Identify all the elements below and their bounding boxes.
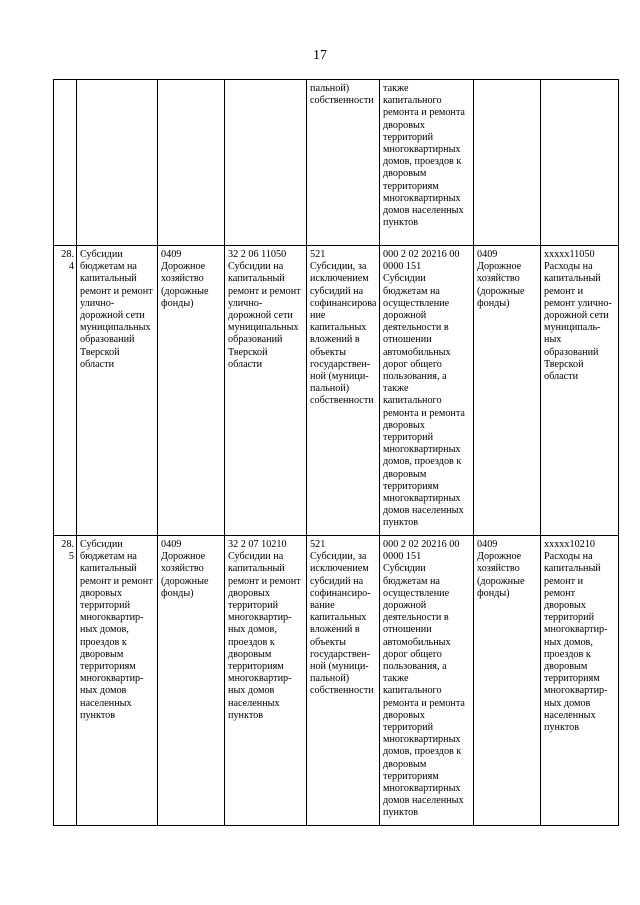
table-row-continuation xyxy=(54,80,619,246)
table-cell-name: Субсидии бюджетам на капитальный ремонт и ремонт улично- дорожной сети муниципальных образований Тверской области xyxy=(77,246,158,536)
table-cell-revenue-code: 000 2 02 20216 00 0000 151 Субсидии бюджетам на осуществление дорожной деятельности в отношении автомобильных дорог общего пользования, а также капитального ремонта и ремонта дворовых территорий многоквартирных домов, проездов к дворовым территориям многоквартирных домов населенных пунктов xyxy=(380,246,474,536)
table-row xyxy=(54,246,619,536)
table-cell-revenue-code: также капитального ремонта и ремонта дворовых территорий многоквартирных домов, проездов к дворовым территориям многоквартирных домов населенных пунктов xyxy=(380,80,474,246)
table-cell-expense-type: пальной) собственности xyxy=(307,80,380,246)
table-cell-number xyxy=(54,80,77,246)
table-cell-expense-code xyxy=(541,80,619,246)
table-cell-section: 0409 Дорожное хозяйство (дорожные фонды) xyxy=(158,246,225,536)
table-cell-expense-code: ххххх11050 Расходы на капитальный ремонт и ремонт улично- дорожной сети муниципаль- ных образований Тверской области xyxy=(541,246,619,536)
row-number: 28.5 xyxy=(54,536,77,826)
table-cell-section: 0409 Дорожное хозяйство (дорожные фонды) xyxy=(158,536,225,826)
table-cell-revenue-code: 000 2 02 20216 00 0000 151 Субсидии бюджетам на осуществление дорожной деятельности в отношении автомобильных дорог общего пользования, а также капитального ремонта и ремонта дворовых территорий многоквартирных домов, проездов к дворовым территориям многоквартирных домов населенных пунктов xyxy=(380,536,474,826)
table-cell-name xyxy=(77,80,158,246)
table-cell-expense-type: 521 Субсидии, за исключением субсидий на софинансиро- вание капитальных вложений в объекты государствен- ной (муници- пальной) собственности xyxy=(307,536,380,826)
row-number: 28.4 xyxy=(54,246,77,536)
table-cell-section xyxy=(158,80,225,246)
table-cell-expense-type: 521 Субсидии, за исключением субсидий на софинансирова ние капитальных вложений в объекты государствен- ной (муници- пальной) собственности xyxy=(307,246,380,536)
table-cell-section-2: 0409 Дорожное хозяйство (дорожные фонды) xyxy=(474,246,541,536)
table-cell-target-article: 32 2 06 11050 Субсидии на капитальный ремонт и ремонт улично- дорожной сети муниципальных образований Тверской области xyxy=(225,246,307,536)
table-cell-expense-code: ххххх10210 Расходы на капитальный ремонт и ремонт дворовых территорий многоквартир- ных домов, проездов к дворовым территориям многоквартир- ных домов населенных пунктов xyxy=(541,536,619,826)
table-row xyxy=(54,536,619,826)
table-cell-target-article xyxy=(225,80,307,246)
table-cell-section-2 xyxy=(474,80,541,246)
page-number: 17 xyxy=(313,48,327,63)
table-cell-name: Субсидии бюджетам на капитальный ремонт и ремонт дворовых территорий многоквартир- ных домов, проездов к дворовым территориям многоквартир- ных домов населенных пунктов xyxy=(77,536,158,826)
table-cell-target-article: 32 2 07 10210 Субсидии на капитальный ремонт и ремонт дворовых территорий многоквартир- ных домов, проездов к дворовым территориям многоквартир- ных домов населенных пунктов xyxy=(225,536,307,826)
budget-classification-table xyxy=(53,79,619,826)
table-cell-section-2: 0409 Дорожное хозяйство (дорожные фонды) xyxy=(474,536,541,826)
